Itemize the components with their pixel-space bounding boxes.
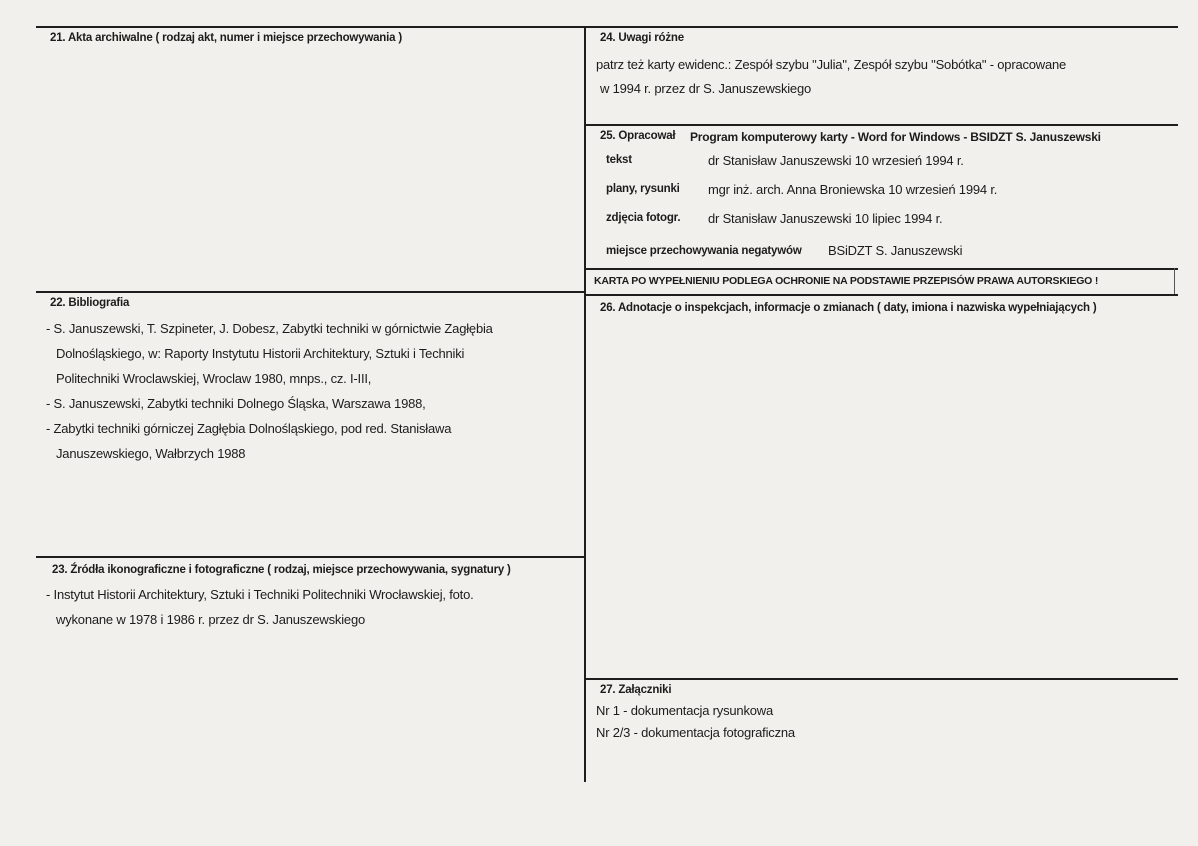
attachment-line: Nr 2/3 - dokumentacja fotograficzna [596,725,795,740]
section-25-heading: 25. Opracował [600,130,676,142]
rule-above-notice [584,268,1178,270]
section-26-heading: 26. Adnotacje o inspekcjach, informacje o zmianach ( daty, imiona i nazwiska wypełniających ) [600,302,1097,314]
author-label-negatives: miejsce przechowywania negatywów [606,245,802,257]
author-label-photos: zdjęcia fotogr. [606,212,681,224]
center-divider [584,26,586,782]
top-rule [36,26,1178,28]
rule-above-26 [584,294,1178,296]
author-value-negatives: BSiDZT S. Januszewski [828,243,963,258]
sources-line: wykonane w 1978 i 1986 r. przez dr S. Januszewskiego [56,612,366,627]
remarks-line: patrz też karty ewidenc.: Zespół szybu "Julia", Zespół szybu "Sobótka" - opracowane [596,57,1067,72]
author-label-plans: plany, rysunki [606,183,680,195]
section-22-heading: 22. Bibliografia [50,297,130,309]
section-23-heading: 23. Źródła ikonograficzne i fotograficzne ( rodzaj, miejsce przechowywania, sygnatury ) [52,564,511,576]
remarks-line: w 1994 r. przez dr S. Januszewskiego [600,81,812,96]
author-label-text: tekst [606,154,632,166]
bibliography-line: - S. Januszewski, Zabytki techniki Dolnego Śląska, Warszawa 1988, [46,396,426,411]
bibliography-line: - Zabytki techniki górniczej Zagłębia Dolnośląskiego, pod red. Stanisława [46,421,452,436]
bibliography-line: Dolnośląskiego, w: Raporty Instytutu Historii Architektury, Sztuki i Techniki [56,346,465,361]
bibliography-line: - S. Januszewski, T. Szpineter, J. Dobesz, Zabytki techniki w górnictwie Zagłębia [46,321,493,336]
rule-above-25 [584,124,1178,126]
rule-above-27 [584,678,1178,680]
bibliography-line: Januszewskiego, Wałbrzych 1988 [56,446,246,461]
author-value-photos: dr Stanisław Januszewski 10 lipiec 1994 r. [708,211,943,226]
bibliography-line: Politechniki Wroclawskiej, Wroclaw 1980, mnps., cz. I-III, [56,371,372,386]
section-21-heading: 21. Akta archiwalne ( rodzaj akt, numer i miejsce przechowywania ) [50,32,402,44]
tick-mark [1174,268,1175,294]
program-info: Program komputerowy karty - Word for Windows - BSIDZT S. Januszewski [690,130,1101,144]
section-24-heading: 24. Uwagi różne [600,32,684,44]
sources-line: - Instytut Historii Architektury, Sztuki i Techniki Politechniki Wrocławskiej, foto. [46,587,474,602]
copyright-notice: KARTA PO WYPEŁNIENIU PODLEGA OCHRONIE NA PODSTAWIE PRZEPISÓW PRAWA AUTORSKIEGO ! [594,275,1099,287]
attachment-line: Nr 1 - dokumentacja rysunkowa [596,703,773,718]
section-27-heading: 27. Załączniki [600,684,672,696]
author-value-text: dr Stanisław Januszewski 10 wrzesień 1994 r. [708,153,964,168]
rule-above-22 [36,291,585,293]
author-value-plans: mgr inż. arch. Anna Broniewska 10 wrzesień 1994 r. [708,182,998,197]
rule-above-23 [36,556,585,558]
